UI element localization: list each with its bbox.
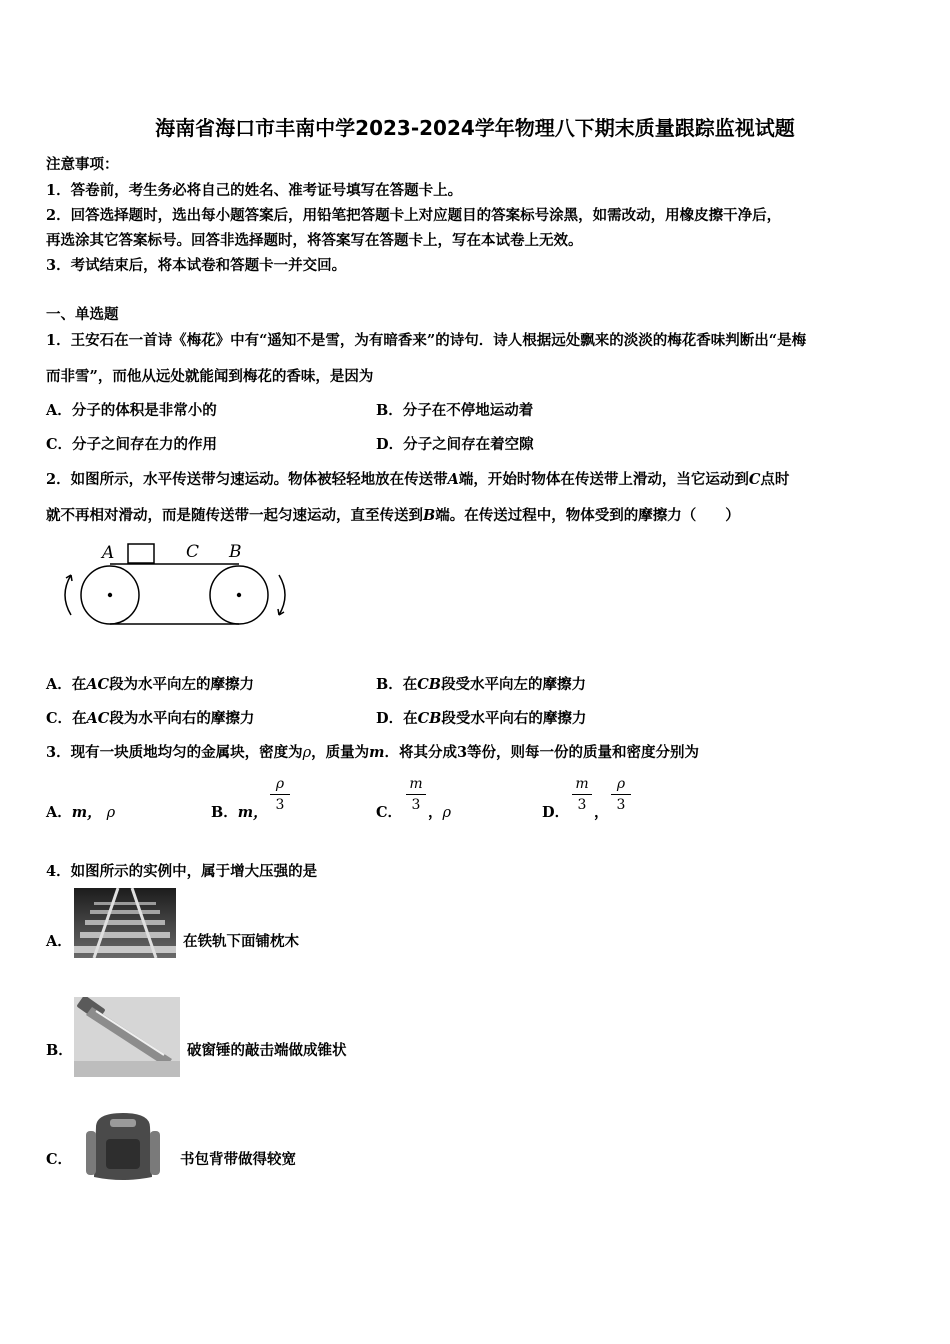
q2-segment: CB [417, 676, 442, 693]
notice-item-2-cont: 再选涂其它答案标号。回答非选择题时，将答案写在答题卡上，写在本试卷上无效。 [46, 232, 583, 249]
page-title: 海南省海口市丰南中学2023-2024学年物理八下期末质量跟踪监视试题 [155, 116, 795, 140]
q3-option-c-rest [428, 801, 451, 822]
denominator: 3 [275, 797, 285, 813]
rho-over-3-fraction [270, 776, 290, 813]
q3-opt-label: A． [46, 804, 72, 821]
q3-option-a [46, 801, 115, 822]
q3-opt-text: m， [237, 804, 268, 821]
q2-opt-text: A．在 [46, 676, 87, 693]
conveyor-belt-diagram [55, 538, 295, 633]
numerator: ρ [616, 776, 626, 792]
q1-stem-line1: 1．王安石在一首诗《梅花》中有“遥知不是雪，为有暗香来”的诗句．诗人根据远处飘来的淡淡的梅花香味判断出“是梅 [46, 332, 807, 349]
q2-opt-text: D．在 [376, 710, 418, 727]
q2-segment: AC [86, 710, 110, 727]
q2-option-a [46, 673, 254, 694]
comma: ， [428, 804, 443, 821]
rho-symbol: ρ [442, 805, 452, 821]
q2-text: 端。在传送过程中，物体受到的摩擦力（ ） [435, 507, 740, 524]
m-over-3-fraction [406, 776, 426, 813]
railway-sleepers-photo [74, 888, 176, 958]
q1-option-d: D．分子之间存在着空隙 [376, 436, 534, 453]
q2-point-c: C [748, 471, 761, 488]
rho-symbol: ρ [302, 745, 312, 761]
rotation-arrow-right [279, 575, 285, 615]
denominator: 3 [616, 797, 626, 813]
q2-text: 端，开始时物体在传送带上滑动，当它运动到 [458, 471, 749, 488]
q2-opt-text: 段为水平向左的摩擦力 [109, 676, 255, 693]
q2-stem-line2 [46, 504, 740, 525]
notice-item-1: 1．答卷前，考生务必将自己的姓名、准考证号填写在答题卡上。 [46, 182, 463, 199]
q4-option-b-label: B． [46, 1042, 73, 1059]
q4-stem: 4．如图所示的实例中，属于增大压强的是 [46, 863, 318, 880]
q4-option-c-label: C． [46, 1151, 73, 1168]
notice-heading: 注意事项： [46, 156, 119, 173]
q2-segment: AC [86, 676, 110, 693]
rotation-arrow-left [65, 575, 71, 615]
q3-option-c-label: C． [376, 804, 403, 821]
numerator: ρ [275, 776, 285, 792]
q3-option-b [211, 801, 268, 822]
label-b: B [229, 542, 242, 562]
numerator: m [409, 776, 423, 792]
q3-option-d-label: D． [542, 804, 570, 821]
q2-stem-line1 [46, 468, 789, 489]
q2-option-b [376, 673, 586, 694]
label-a: A [102, 543, 115, 563]
q1-option-b: B．分子在不停地运动着 [376, 402, 534, 419]
q1-option-c: C．分子之间存在力的作用 [46, 436, 218, 453]
q4-option-b-text: 破窗锤的敲击端做成锥状 [187, 1042, 347, 1059]
q2-segment: CB [417, 710, 442, 727]
q3-text: 3．现有一块质地均匀的金属块，密度为 [46, 744, 303, 761]
q3-opt-label: B． [211, 804, 238, 821]
q1-option-a: A．分子的体积是非常小的 [46, 402, 217, 419]
notice-item-3: 3．考试结束后，将本试卷和答题卡一并交回。 [46, 257, 347, 274]
q2-opt-text: C．在 [46, 710, 87, 727]
q4-option-c-text: 书包背带做得较宽 [180, 1151, 296, 1168]
q4-option-a-label: A． [46, 933, 72, 950]
q2-text: 2．如图所示，水平传送带匀速运动。物体被轻轻地放在传送带 [46, 471, 448, 488]
q2-text: 就不再相对滑动，而是随传送带一起匀速运动，直至传送到 [46, 507, 423, 524]
numerator: m [575, 776, 589, 792]
q2-option-c [46, 707, 254, 728]
q3-text: ．将其分成3等份，则每一份的质量和密度分别为 [384, 744, 700, 761]
block [128, 544, 154, 563]
q2-opt-text: 段受水平向左的摩擦力 [441, 676, 587, 693]
backpack-photo [80, 1109, 166, 1185]
label-c: C [186, 542, 200, 562]
q2-opt-text: 段为水平向右的摩擦力 [109, 710, 255, 727]
q3-option-d-comma: ， [594, 804, 609, 821]
q2-option-d [376, 707, 586, 728]
safety-hammer-photo [74, 997, 180, 1077]
q2-opt-text: 段受水平向右的摩擦力 [441, 710, 587, 727]
q2-point-b: B [423, 507, 436, 524]
q2-point-a: A [447, 471, 459, 488]
right-axle [237, 593, 241, 597]
m-over-3-fraction [572, 776, 592, 813]
q4-option-a-text: 在铁轨下面铺枕木 [183, 933, 299, 950]
notice-item-2: 2．回答选择题时，选出每小题答案后，用铅笔把答题卡上对应题目的答案标号涂黑，如需改动，用橡皮擦干净后， [46, 207, 782, 224]
rho-symbol: ρ [106, 805, 116, 821]
q2-text: 点时 [760, 471, 790, 488]
q3-stem [46, 741, 699, 762]
q1-stem-line2: 而非雪”，而他从远处就能闻到梅花的香味，是因为 [46, 368, 374, 385]
mass-symbol: m [369, 744, 385, 761]
left-axle [108, 593, 112, 597]
q3-text: ，质量为 [311, 744, 370, 761]
denominator: 3 [577, 797, 587, 813]
q3-opt-text: m， [71, 804, 102, 821]
q2-opt-text: B．在 [376, 676, 418, 693]
denominator: 3 [411, 797, 421, 813]
section-heading: 一、单选题 [46, 306, 119, 323]
rho-over-3-fraction [611, 776, 631, 813]
